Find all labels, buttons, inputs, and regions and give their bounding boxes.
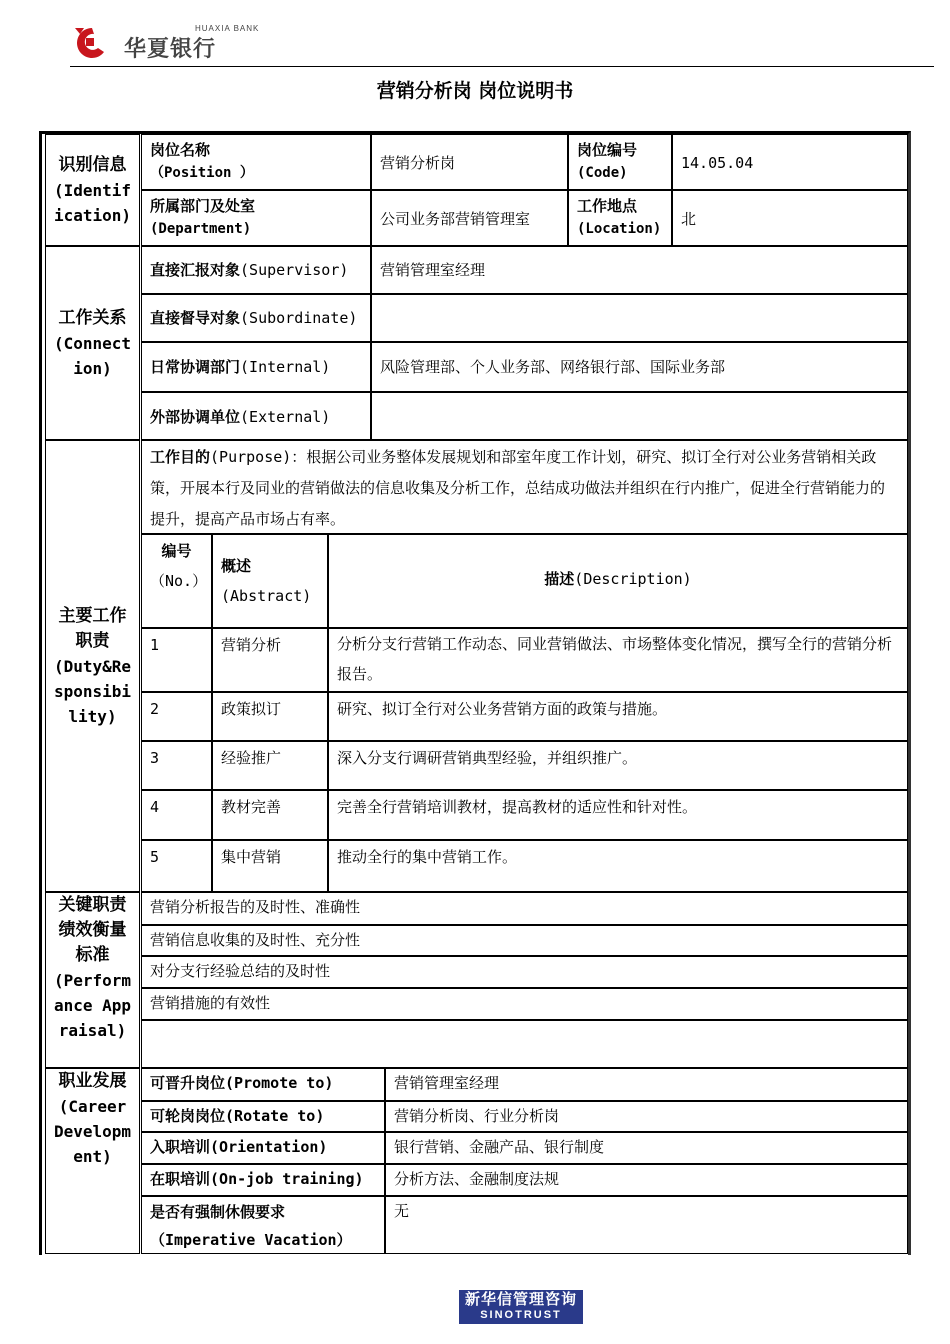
duty-no: 4 xyxy=(141,790,212,840)
performance-item: 对分支行经验总结的及时性 xyxy=(141,956,908,988)
internal-label: 日常协调部门(Internal) xyxy=(141,342,371,392)
identification-section xyxy=(42,134,908,246)
supervisor-value: 营销管理室经理 xyxy=(371,246,908,294)
duty-abstract: 政策拟订 xyxy=(212,692,328,741)
document-title: 营销分析岗 岗位说明书 xyxy=(376,80,574,102)
duty-no: 1 xyxy=(141,628,212,692)
duty-no: 2 xyxy=(141,692,212,741)
vacation-label: 是否有强制休假要求 （Imperative Vacation） xyxy=(141,1196,385,1254)
duty-description: 推动全行的集中营销工作。 xyxy=(328,840,908,892)
vacation-value: 无 xyxy=(385,1196,908,1254)
relations-section xyxy=(42,246,908,440)
duty-no: 3 xyxy=(141,741,212,790)
duty-description: 深入分支行调研营销典型经验，并组织推广。 xyxy=(328,741,908,790)
onjob-training-label: 在职培训(On-job training) xyxy=(141,1164,385,1196)
department-label: 所属部门及处室 (Department) xyxy=(141,190,371,246)
identification-label: 识别信息 (Identification) xyxy=(45,134,140,246)
duty-abstract: 集中营销 xyxy=(212,840,328,892)
rotate-value: 营销分析岗、行业分析岗 xyxy=(385,1101,908,1132)
rotate-label: 可轮岗岗位(Rotate to) xyxy=(141,1101,385,1132)
external-label: 外部协调单位(External) xyxy=(141,392,371,440)
performance-section xyxy=(42,892,908,1068)
subordinate-label: 直接督导对象(Subordinate) xyxy=(141,294,371,342)
duty-description: 研究、拟订全行对公业务营销方面的政策与措施。 xyxy=(328,692,908,741)
purpose-cell: 工作目的(Purpose)：根据公司业务整体发展规划和部室年度工作计划，研究、拟订全行对公业务营销相关政策，开展本行及同业的营销做法的信息收集及分析工作，总结成功做法并组织在行内推广，促进全行营销能力的提升，提高产品市场占有率。 xyxy=(141,440,908,534)
position-label: 岗位名称 （Position ） xyxy=(141,134,371,190)
page-header xyxy=(70,22,934,67)
location-label: 工作地点 (Location) xyxy=(568,190,672,246)
supervisor-label: 直接汇报对象(Supervisor) xyxy=(141,246,371,294)
onjob-training-value: 分析方法、金融制度法规 xyxy=(385,1164,908,1196)
performance-item: 营销分析报告的及时性、准确性 xyxy=(141,892,908,925)
subordinate-value xyxy=(371,294,908,342)
position-value: 营销分析岗 xyxy=(371,134,568,190)
career-section xyxy=(42,1068,908,1254)
duty-abstract: 教材完善 xyxy=(212,790,328,840)
bank-name-en: HUAXIA BANK xyxy=(195,24,260,33)
duty-abstract: 营销分析 xyxy=(212,628,328,692)
external-value xyxy=(371,392,908,440)
relations-label: 工作关系 (Connection) xyxy=(45,246,140,440)
performance-item xyxy=(141,1020,908,1068)
code-value: 14.05.04 xyxy=(672,134,908,190)
col-description-header: 描述(Description) xyxy=(328,534,908,628)
internal-value: 风险管理部、个人业务部、网络银行部、国际业务部 xyxy=(371,342,908,392)
duties-label: 主要工作职责 (Duty&Responsibility) xyxy=(45,440,140,892)
promote-value: 营销管理室经理 xyxy=(385,1068,908,1101)
duty-description: 完善全行营销培训教材，提高教材的适应性和针对性。 xyxy=(328,790,908,840)
performance-label: 关键职责绩效衡量标准 (Performance Appraisal) xyxy=(45,892,140,1068)
col-abstract-header: 概述 (Abstract) xyxy=(212,534,328,628)
duties-section xyxy=(42,440,908,892)
department-value: 公司业务部营销管理室 xyxy=(371,190,568,246)
sinotrust-logo: 新华信管理咨询 SINOTRUST xyxy=(459,1290,583,1324)
location-value: 北 xyxy=(672,190,908,246)
col-no-header: 编号 （No.） xyxy=(141,534,212,628)
duty-abstract: 经验推广 xyxy=(212,741,328,790)
duty-no: 5 xyxy=(141,840,212,892)
orientation-label: 入职培训(Orientation) xyxy=(141,1132,385,1164)
duty-description: 分析分支行营销工作动态、同业营销做法、市场整体变化情况，撰写全行的营销分析报告。 xyxy=(328,628,908,692)
orientation-value: 银行营销、金融产品、银行制度 xyxy=(385,1132,908,1164)
promote-label: 可晋升岗位(Promote to) xyxy=(141,1068,385,1101)
bank-name-cn: 华夏银行 xyxy=(124,37,217,62)
code-label: 岗位编号 (Code) xyxy=(568,134,672,190)
performance-item: 营销措施的有效性 xyxy=(141,988,908,1020)
huaxia-bank-logo-icon xyxy=(70,24,110,60)
performance-item: 营销信息收集的及时性、充分性 xyxy=(141,925,908,956)
career-label: 职业发展 (Career Development) xyxy=(45,1068,140,1254)
